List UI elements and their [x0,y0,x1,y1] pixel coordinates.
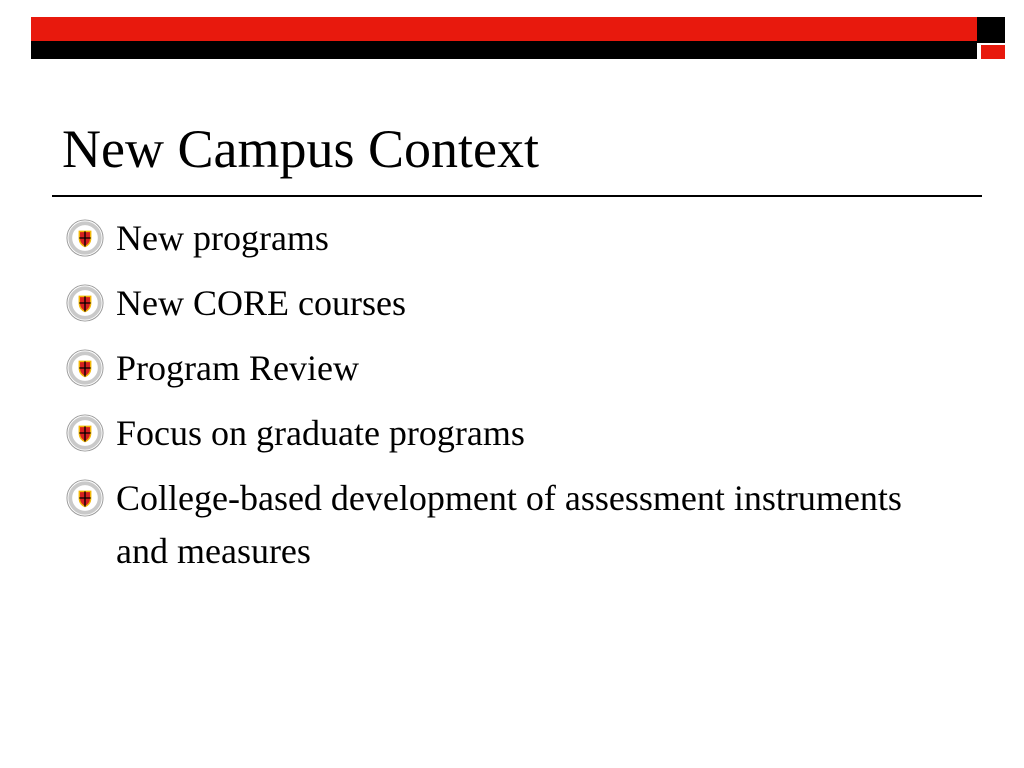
bullet-text: Focus on graduate programs [116,413,525,453]
university-seal-icon [66,349,104,387]
bullet-text: College-based development of assessment instruments and measures [116,478,902,571]
bullet-text: New CORE courses [116,283,406,323]
header-banner [31,17,1005,59]
bullet-list [62,212,962,590]
slide-title: New Campus Context [62,119,539,179]
title-divider [52,195,982,197]
banner-red-stripe [31,17,977,41]
university-seal-icon [66,479,104,517]
university-seal-icon [66,414,104,452]
university-seal-icon [66,284,104,322]
bullet-item [62,212,962,265]
bullet-item [62,407,962,460]
bullet-item [62,472,962,578]
bullet-text: Program Review [116,348,359,388]
banner-end-red-block [981,45,1005,59]
bullet-item [62,277,962,330]
bullet-item [62,342,962,395]
banner-black-stripe [31,41,977,59]
banner-end-black-block [977,17,1005,43]
bullet-text: New programs [116,218,329,258]
university-seal-icon [66,219,104,257]
